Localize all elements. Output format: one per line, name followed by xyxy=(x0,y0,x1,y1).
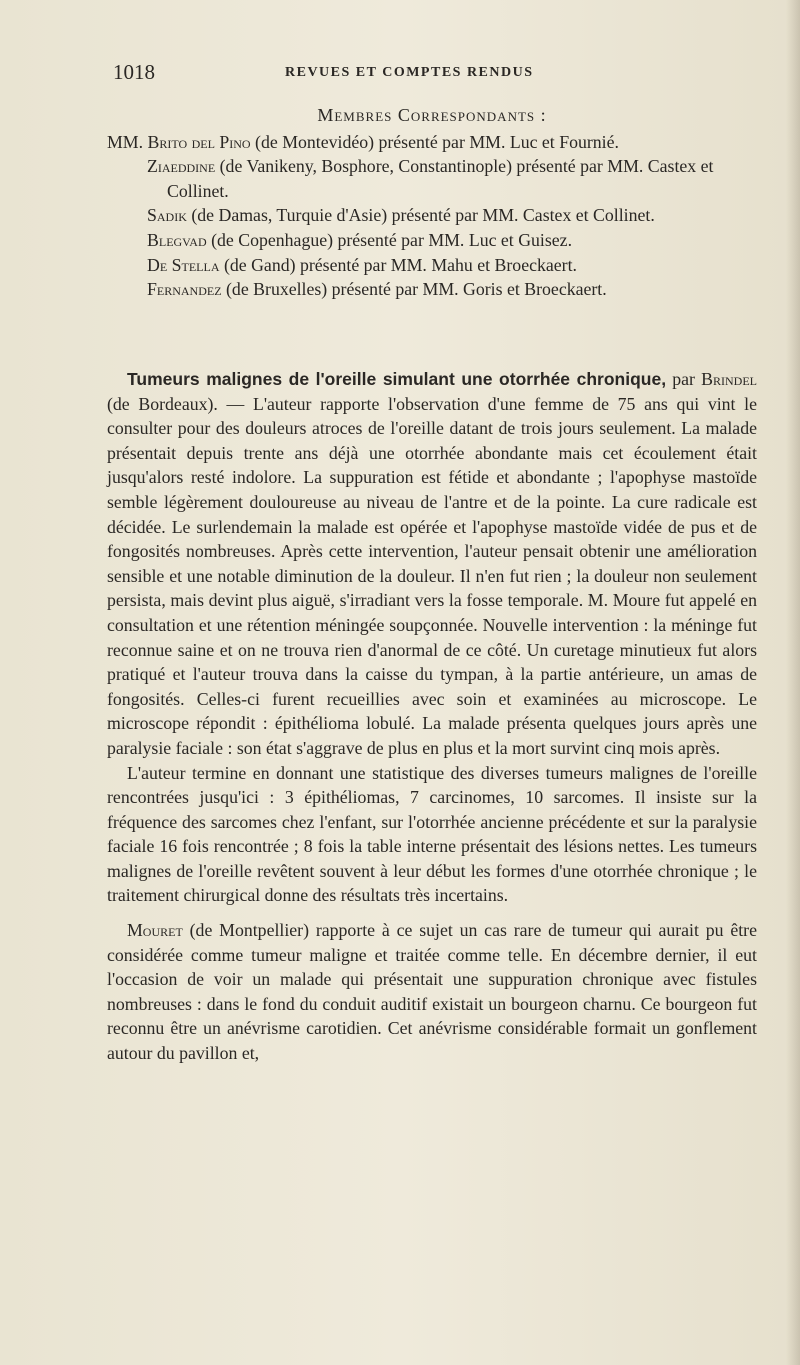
running-title: REVUES ET COMPTES RENDUS xyxy=(285,65,534,80)
page-edge-shadow xyxy=(786,0,800,1365)
members-section xyxy=(107,103,757,302)
member-name: Blegvad xyxy=(147,229,207,250)
member-name: Sadik xyxy=(147,205,187,226)
article-paragraph: Mouret (de Montpellier) rapporte à ce sujet un cas rare de tumeur qui aurait pu être considérée comme tumeur maligne et traitée comme telle. En décembre dernier, il eut l'occasion de voir un malade qui présentait une suppuration chronique avec fistules nombreuses : dans le fond du conduit auditif existait un bourgeon charnu. Ce bourgeon fut reconnu être un anévrisme carotidien. Cet anévrisme considérable formait un gonflement autour du pavillon et, xyxy=(107,920,757,1064)
member-entry: Fernandez (de Bruxelles) présenté par MM. Goris et Broeckaert. xyxy=(147,279,607,300)
article-paragraph: L'auteur termine en donnant une statistique des diverses tumeurs malignes de l'oreille rencontrées jusqu'ici : 3 épithéliomas, 7 carcinomes, 10 sarcomes. Il insiste sur la fréquence des sarcomes chez l'enfant, sur l'otorrhée ancienne précédente et sur la paralysie faciale 16 fois rencontrée ; 8 fois la table interne présentait des lésions nettes. Les tumeurs malignes de l'oreille revêtent souvent à leur début les formes d'une otorrhée chronique ; le traitement chirurgical donne des résultats très incertains. xyxy=(107,762,757,906)
author-name: Brindel xyxy=(701,369,757,389)
member-name: De Stella xyxy=(147,254,220,275)
article-paragraph: Tumeurs malignes de l'oreille simulant une otorrhée chronique, par Brindel (de Bordeaux). — L'auteur rapporte l'observation d'une femme de 75 ans qui vint le consulter pour des douleurs atroces de l'oreille datant de trois jours seulement. La malade présentait depuis trente ans déjà une otorrhée abondante mais cet écoulement était jusqu'alors resté indolore. La suppuration est fétide et abondante ; l'apophyse mastoïde semble légèrement douloureuse au niveau de l'antre et de la pointe. La cure radicale est décidée. Le surlendemain la malade est opérée et l'apophyse mastoïde vidée de pus et de fongosités nombreuses. Après cette intervention, l'auteur pensait obtenir une amélioration sensible et une notable diminution de la douleur. Il n'en fut rien ; la douleur non seulement persista, mais devint plus aiguë, s'irradiant vers la fosse temporale. M. Moure fut appelé en consultation et une rétention méningée soupçonnée. Nouvelle intervention : la méninge fut reconnue saine et on ne trouva rien d'anormal de ce côté. Un curetage minutieux fut alors pratiqué et l'auteur trouva dans la caisse du tympan, à la partie antérieure, un amas de fongosités. Celles-ci furent recueillies avec soin et examinées au microscope. Le microscope répondit : épithélioma lobulé. La malade présenta quelques jours après une paralysie faciale : son état s'aggrave de plus en plus et la mort survint cinq mois après. xyxy=(107,369,757,758)
article xyxy=(107,367,757,1066)
member-name: Ziaeddine xyxy=(147,156,216,177)
member-entry: Sadik (de Damas, Turquie d'Asie) présenté par MM. Castex et Collinet. xyxy=(147,205,655,226)
members-title: Membres Correspondants : xyxy=(317,105,547,125)
page-number: 1018 xyxy=(113,60,155,84)
member-entry: Ziaeddine (de Vanikeny, Bosphore, Constantinople) présenté par MM. Castex et Collinet. xyxy=(147,156,714,201)
member-name: Fernandez xyxy=(147,279,222,300)
page-header xyxy=(113,60,713,90)
member-entry: MM. Brito del Pino (de Montevidéo) présenté par MM. Luc et Fournié. xyxy=(107,131,619,152)
member-entry: De Stella (de Gand) présenté par MM. Mahu et Broeckaert. xyxy=(147,254,577,275)
member-entry: Blegvad (de Copenhague) présenté par MM. Luc et Guisez. xyxy=(147,229,573,250)
article-title: Tumeurs malignes de l'oreille simulant une otorrhée chronique, xyxy=(127,369,667,389)
author-name: Mouret xyxy=(127,920,183,941)
member-name: Brito del Pino xyxy=(147,131,251,152)
